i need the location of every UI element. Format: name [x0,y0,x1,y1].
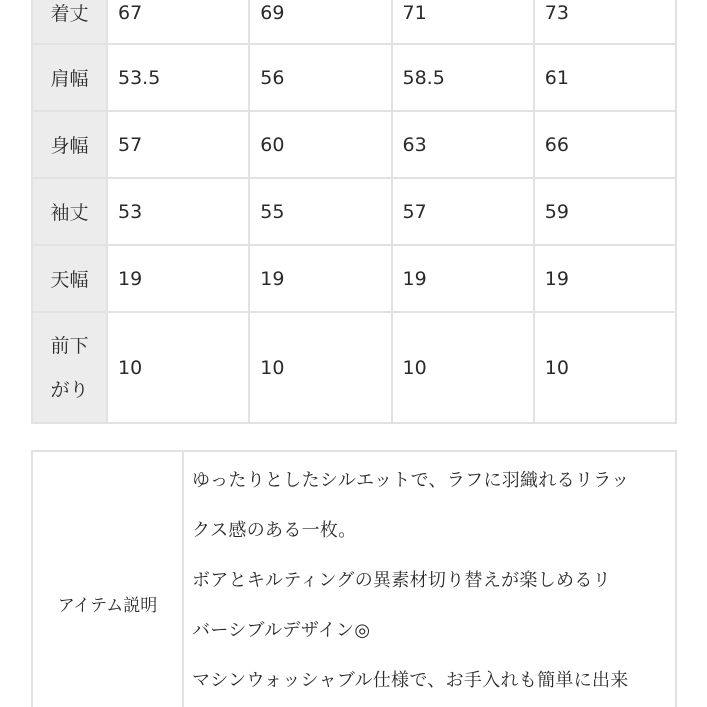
table-cell: 58.5 [392,44,534,111]
description-line: ボアとキルティングの異素材切り替えが楽しめるリ [192,570,611,591]
table-cell: 19 [107,245,249,312]
table-row [32,312,676,423]
row-label-line: 前下 [50,334,89,357]
table-cell: 59 [534,178,676,245]
table-row [32,0,676,44]
row-label-line: がり [50,378,89,401]
table-cell: 53 [107,178,249,245]
description-line: クス感のある一枚。 [192,520,357,541]
row-label: 肩幅 [32,44,107,111]
row-label [32,312,107,423]
size-table [31,0,677,424]
table-cell: 61 [534,44,676,111]
table-cell: 57 [392,178,534,245]
table-cell: 10 [249,312,391,423]
description-line: ゆったりとしたシルエットで、ラフに羽織れるリラッ [192,470,630,491]
table-cell: 10 [534,312,676,423]
row-label: 着丈 [32,0,107,44]
description-text [183,451,676,707]
table-cell: 19 [534,245,676,312]
row-label: 身幅 [32,111,107,178]
row-label: 袖丈 [32,178,107,245]
description-line: バーシブルデザイン◎ [192,620,371,641]
table-row [32,245,676,312]
table-row [32,111,676,178]
table-cell: 19 [392,245,534,312]
table-cell: 57 [107,111,249,178]
table-cell: 60 [249,111,391,178]
description-table [31,450,677,707]
description-line: マシンウォッシャブル仕様で、お手入れも簡単に出来 [192,670,629,691]
table-cell: 19 [249,245,391,312]
table-cell: 69 [249,0,391,44]
table-cell: 53.5 [107,44,249,111]
table-row [32,44,676,111]
table-cell: 63 [392,111,534,178]
table-cell: 67 [107,0,249,44]
table-cell: 55 [249,178,391,245]
table-cell: 66 [534,111,676,178]
table-cell: 73 [534,0,676,44]
row-label: 天幅 [32,245,107,312]
table-cell: 71 [392,0,534,44]
table-cell: 10 [392,312,534,423]
table-cell: 56 [249,44,391,111]
table-row [32,178,676,245]
description-label: アイテム説明 [32,451,183,707]
table-cell: 10 [107,312,249,423]
table-row [32,451,676,707]
